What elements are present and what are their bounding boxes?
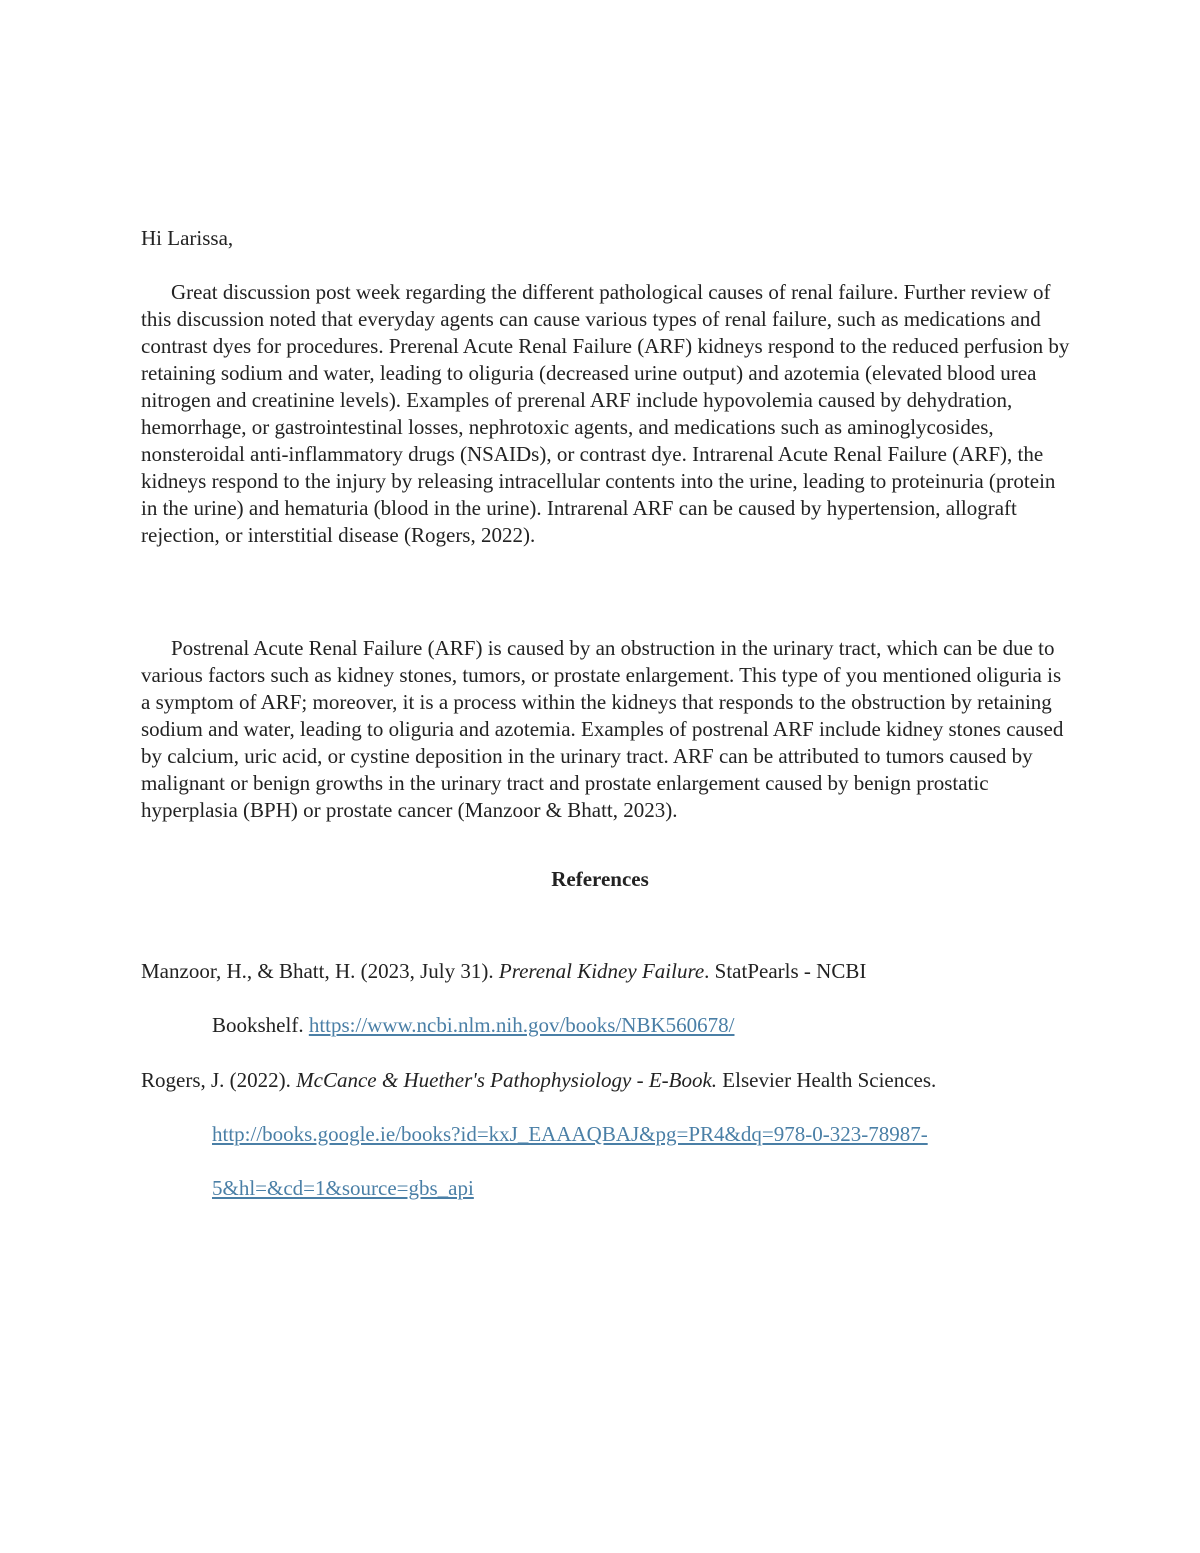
- reference-entry-manzoor: [141, 958, 1071, 1066]
- body-paragraph-1: Great discussion post week regarding the different pathological causes of renal failure. Further review of this discussion noted that everyday agents can cause various types of renal failure, such as medications and contrast dyes for procedures. Prerenal Acute Renal Failure (ARF) kidneys respond to the reduced perfusion by retaining sodium and water, leading to oliguria (decreased urine output) and azotemia (elevated blood urea nitrogen and creatinine levels). Examples of prerenal ARF include hypovolemia caused by dehydration, hemorrhage, or gastrointestinal losses, nephrotoxic agents, and medications such as aminoglycosides, nonsteroidal anti-inflammatory drugs (NSAIDs), or contrast dye. Intrarenal Acute Renal Failure (ARF), the kidneys respond to the injury by releasing intracellular contents into the urine, leading to proteinuria (protein in the urine) and hematuria (blood in the urine). Intrarenal ARF can be caused by hypertension, allograft rejection, or interstitial disease (Rogers, 2022).: [141, 280, 1070, 547]
- reference-line: [141, 1175, 1071, 1229]
- reference-title: Prerenal Kidney Failure: [498, 959, 705, 983]
- reference-source: . StatPearls - NCBI: [704, 959, 867, 983]
- reference-line: [141, 1067, 1071, 1121]
- references-heading: References: [551, 867, 649, 891]
- reference-line: [141, 1012, 1071, 1066]
- reference-entry-rogers: [141, 1067, 1071, 1229]
- reference-authors: Manzoor, H., & Bhatt, H. (2023, July 31).: [141, 959, 499, 983]
- reference-source: Elsevier Health Sciences.: [717, 1068, 937, 1092]
- reference-line: [141, 1121, 1071, 1175]
- greeting: Hi Larissa,: [141, 226, 234, 250]
- reference-link[interactable]: https://www.ncbi.nlm.nih.gov/books/NBK560678/: [308, 1013, 735, 1037]
- reference-publisher: Bookshelf.: [212, 1013, 309, 1037]
- reference-line: [141, 958, 1071, 1012]
- body-paragraph-2: Postrenal Acute Renal Failure (ARF) is caused by an obstruction in the urinary tract, which can be due to various factors such as kidney stones, tumors, or prostate enlargement. This type of you mentioned oliguria is a symptom of ARF; moreover, it is a process within the kidneys that responds to the obstruction by retaining sodium and water, leading to oliguria and azotemia. Examples of postrenal ARF include kidney stones caused by calcium, uric acid, or cystine deposition in the urinary tract. ARF can be attributed to tumors caused by malignant or benign growths in the urinary tract and prostate enlargement caused by benign prostatic hyperplasia (BPH) or prostate cancer (Manzoor & Bhatt, 2023).: [141, 636, 1064, 822]
- reference-authors: Rogers, J. (2022).: [141, 1068, 297, 1092]
- reference-title: McCance & Huether's Pathophysiology - E-Book.: [296, 1068, 718, 1092]
- reference-link[interactable]: 5&hl=&cd=1&source=gbs_api: [212, 1176, 474, 1200]
- reference-link[interactable]: http://books.google.ie/books?id=kxJ_EAAAQBAJ&pg=PR4&dq=978-0-323-78987-: [212, 1122, 928, 1146]
